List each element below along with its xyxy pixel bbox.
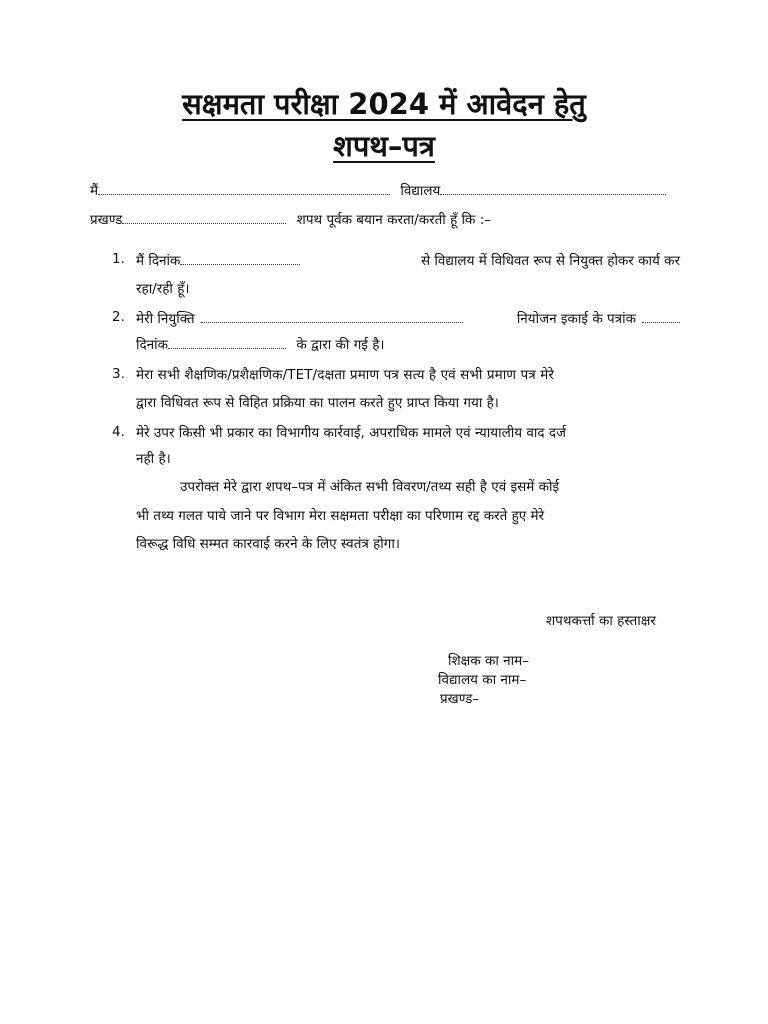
- item-3-line-1: मेरा सभी शैक्षणिक/प्रशैक्षणिक/TET/दक्षता प्रमाण पत्र सत्य है एवं सभी प्रमाण पत्र मेरे: [136, 367, 555, 383]
- signature-label: शपथकर्त्ता का हस्ताक्षर: [546, 613, 656, 629]
- block-line: [90, 211, 491, 229]
- item-4-line-2: नही है।: [136, 451, 171, 467]
- letter-number-blank: [642, 310, 680, 323]
- block-label: प्रखण्ड: [90, 212, 123, 228]
- item-2-suffix: नियोजन इकाई के पत्रांक: [516, 311, 636, 327]
- block-name-blank: [122, 211, 286, 224]
- declaration-line-2: भी तथ्य गलत पाये जाने पर विभाग मेरा सक्षमता परीक्षा का परिणाम रद्द करते हुए मेरे: [136, 508, 545, 524]
- oath-statement: शपथ पूर्वक बयान करता/करती हूँ कि :–: [296, 212, 492, 228]
- applicant-line: [90, 182, 666, 200]
- item-1-suffix: से विद्यालय में विधिवत रूप से नियुक्त होकर कार्य कर: [421, 253, 680, 269]
- item-1-line-1: [136, 251, 680, 269]
- school-name-label: विद्यालय का नाम–: [438, 672, 527, 688]
- item-2-date-suffix: के द्वारा की गई है।: [296, 337, 385, 353]
- item-4-line-1: मेरे उपर किसी भी प्रकार का विभागीय कार्रवाई, अपराधिक मामले एवं न्यायालीय वाद दर्ज: [136, 425, 567, 441]
- school-label: विद्यालय: [400, 183, 441, 199]
- item-2-line-2: [136, 336, 385, 354]
- item-1-line-2: रहा/रही हूँ।: [136, 281, 190, 297]
- applicant-prefix: मैं: [90, 183, 99, 199]
- item-2-prefix: मेरी नियुक्ति: [136, 311, 195, 327]
- item-2-line-1: [136, 309, 680, 327]
- school-name-blank: [440, 182, 666, 195]
- block-sign-label: प्रखण्ड–: [440, 691, 480, 707]
- item-number: 4.: [112, 424, 125, 440]
- document-title: सक्षमता परीक्षा 2024 में आवेदन हेतु: [182, 87, 586, 121]
- item-number: 3.: [112, 366, 125, 382]
- item-number: 2.: [112, 309, 125, 325]
- declaration-line-3: विरूद्ध विधि सम्मत कारवाई करने के लिए स्वतंत्र होगा।: [136, 536, 401, 552]
- document-subtitle: शपथ–पत्र: [333, 129, 435, 163]
- teacher-name-label: शिक्षक का नाम–: [448, 653, 529, 669]
- item-2-date-label: दिनांक: [136, 337, 169, 353]
- item-number: 1.: [112, 251, 125, 267]
- date-blank: [180, 252, 300, 265]
- date-blank: [168, 336, 286, 349]
- appointment-blank: [201, 310, 463, 323]
- declaration-line-1: उपरोक्त मेरे द्वारा शपथ–पत्र में अंकित सभी विवरण/तथ्य सही है एवं इसमें कोई: [180, 479, 560, 495]
- item-1-prefix: मैं दिनांक: [136, 253, 181, 269]
- applicant-name-blank: [98, 182, 390, 195]
- item-3-line-2: द्वारा विधिवत रूप से विहित प्रक्रिया का पालन करते हुए प्राप्त किया गया है।: [136, 395, 499, 411]
